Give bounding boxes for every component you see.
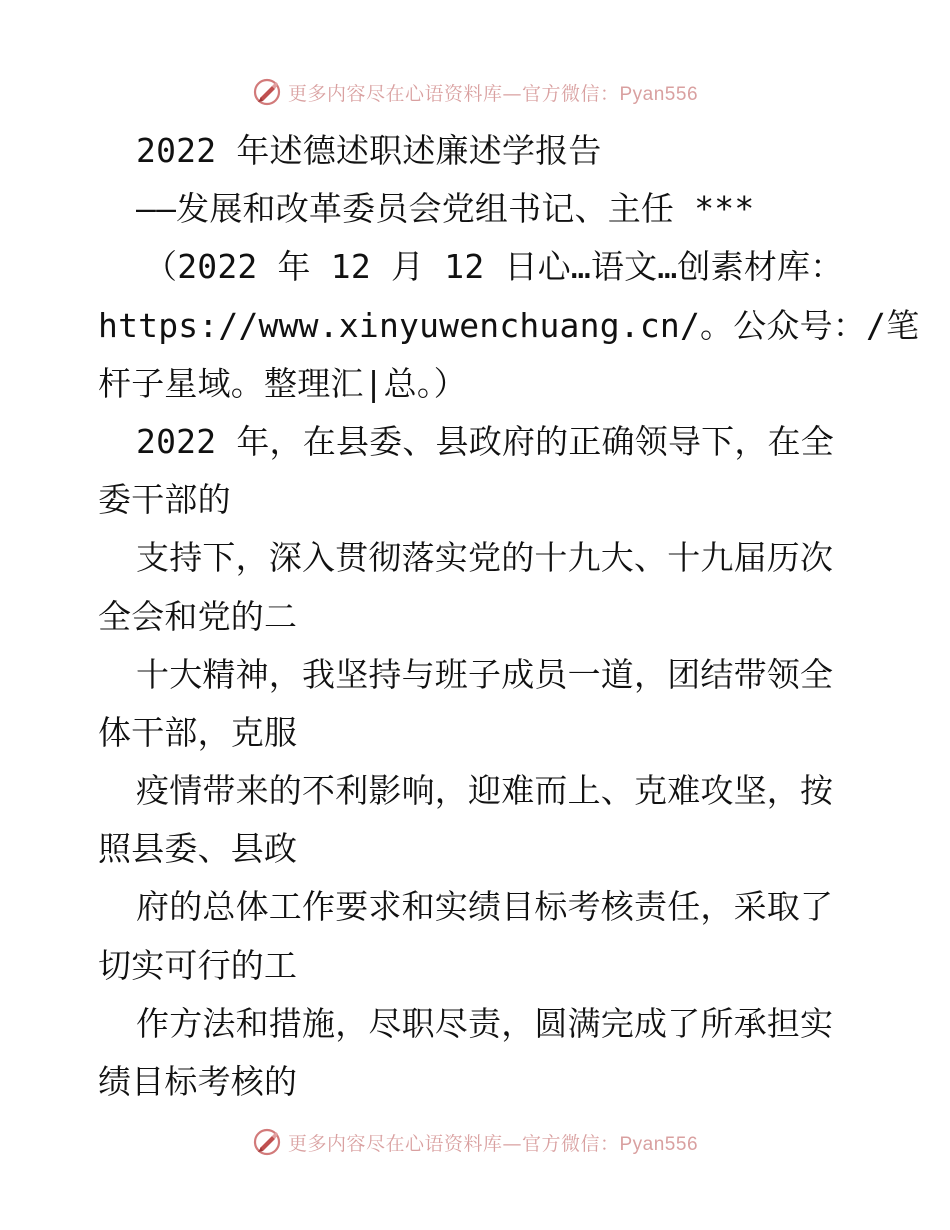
paragraph-line: 2022 年，在县委、县政府的正确领导下，在全 — [136, 421, 834, 461]
paragraph-line: 绩目标考核的 — [98, 1062, 298, 1101]
watermark-text: 更多内容尽在心语资料库—官方微信：Pyan556 — [287, 82, 699, 105]
paragraph-line: 照县委、县政 — [98, 829, 298, 869]
document-body — [98, 122, 920, 1111]
report-title: 2022 年述德述职述廉述学报告 — [136, 131, 602, 170]
paragraph-line: 全会和党的二 — [98, 596, 298, 636]
paragraph-line: 切实可行的工 — [98, 945, 298, 985]
footer-watermark — [0, 1122, 950, 1162]
watermark-handle: Pyan556 — [619, 83, 699, 105]
quill-logo-icon — [252, 77, 282, 107]
paragraph-line: 疫情带来的不利影响，迎难而上、克难攻坚，按 — [136, 771, 834, 811]
report-subtitle: ——发展和改革委员会党组书记、主任 *** — [136, 189, 755, 229]
paragraph-line: https://www.xinyuwenchuang.cn/。公众号：/笔 — [98, 305, 920, 345]
watermark-text: 更多内容尽在心语资料库—官方微信：Pyan556 — [287, 1132, 699, 1155]
header-watermark — [0, 72, 950, 112]
paragraph-line: 体干部，克服 — [98, 712, 298, 752]
paragraph-line: 委干部的 — [98, 480, 231, 520]
paragraph-line: 支持下，深入贯彻落实党的十九大、十九届历次 — [136, 538, 834, 578]
paragraph-line: 作方法和措施，尽职尽责，圆满完成了所承担实 — [136, 1003, 834, 1043]
paragraph-line: 十大精神，我坚持与班子成员一道，团结带领全 — [136, 654, 834, 694]
quill-logo-icon — [252, 1127, 282, 1157]
paragraph-line: 府的总体工作要求和实绩目标考核责任，采取了 — [136, 887, 834, 927]
paragraph-line: 杆子星域。整理汇|总。） — [98, 363, 467, 403]
report-date-note: （2022 年 12 月 12 日心…语文…创素材库： — [144, 247, 844, 287]
watermark-handle: Pyan556 — [619, 1133, 699, 1155]
